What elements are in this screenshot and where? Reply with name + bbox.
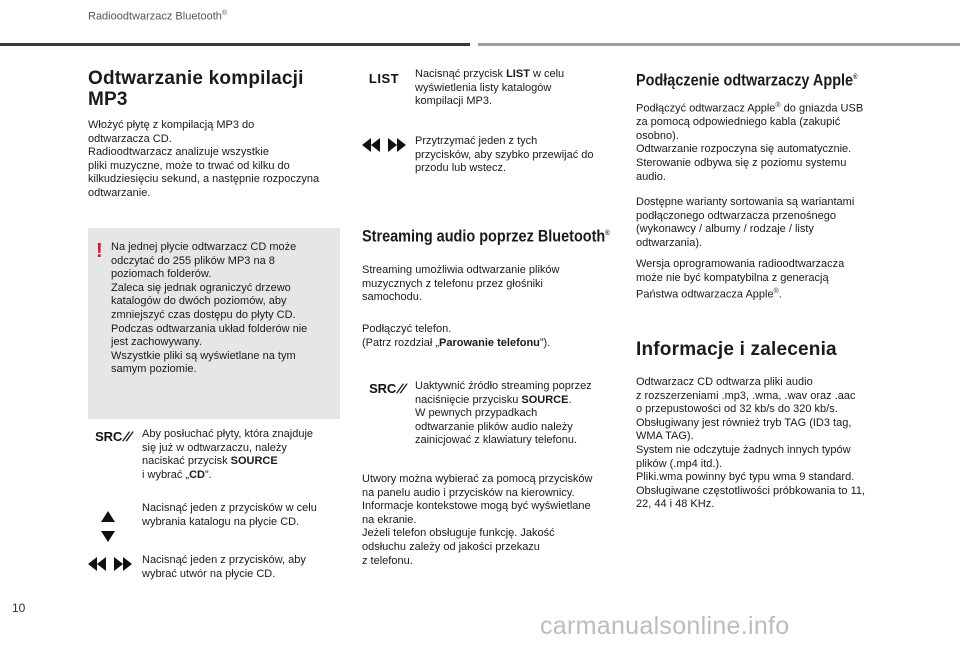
page-number: 10	[12, 601, 26, 615]
warning-text: Na jednej płycie odtwarzacz CD może odczytać do 255 plików MP3 na 8 poziomach folderów. Zaleca się jednak ograniczyć drzewo katalogów do dwóch poziomów, aby zmniejszyć czas dostępu do płyty CD. Podczas odtwarzania układ folderów nie jest zachowywany. Wszystkie pliki są wyświetlane na tym samym poziomie.	[111, 241, 308, 376]
header-rule-dark	[0, 43, 470, 46]
apple-sorting-text: Dostępne warianty sortowania są wariantami podłączonego odtwarzacza przenośnego (wykonawcy / albumy / rodzaje / listy odtwarzania).	[636, 196, 855, 249]
apple-compat-text: Wersja oprogramowania radioodtwarzacza może nie być kompatybilna z generacją Państwa odtwarzacza Apple®.	[636, 258, 845, 301]
mp3-intro: Włożyć płytę z kompilacją MP3 do odtwarzacza CD. Radioodtwarzacz analizuje wszystkie pliki muzyczne, może to trwać od kilku do kilkudziesięciu sekund, a następnie rozpoczyna odtwarzanie.	[88, 119, 320, 199]
running-header: Radioodtwarzacz Bluetooth®	[88, 10, 228, 23]
source-button-icon: SRC //	[95, 428, 134, 444]
arrow-up-icon	[101, 511, 115, 522]
streaming-intro: Streaming umożliwia odtwarzanie plików muzycznych z telefonu przez głośniki samochodu.	[362, 264, 560, 304]
arrow-down-icon	[101, 531, 115, 542]
apple-connect-text: Podłączyć odtwarzacz Apple® do gniazda USB za pomocą odpowiedniego kabla (zakupić osobno). Odtwarzanie rozpoczyna się automatycznie. Sterowanie odbywa się z poziomu systemu audio.	[636, 102, 864, 183]
heading-mp3: Odtwarzanie kompilacji MP3	[88, 68, 304, 110]
seek-instruction: Przytrzymać jeden z tych przycisków, aby szybko przewijać do przodu lub wstecz.	[415, 135, 594, 175]
list-button-label: LIST	[368, 70, 400, 86]
header-rule-light	[478, 43, 960, 46]
cd-format-info: Odtwarzacz CD odtwarza pliki audio z rozszerzeniami .mp3, .wma, .wav oraz .aac o przepustowości od 32 kb/s do 320 kb/s. Obsługiwany jest również tryb TAG (ID3 tag, WMA TAG). System nie odczytuje żadnych innych typów plików (.mp4 itd.). Pliki.wma powinny być typu wma 9 standard. Obsługiwane częstotliwości próbkowania to 11, 22, 44 i 48 KHz.	[636, 376, 866, 511]
track-selection-info: Utwory można wybierać za pomocą przycisków na panelu audio i przycisków na kierownicy. Informacje kontekstowe mogą być wyświetlane na ekranie. Jeżeli telefon obsługuje funkcję. Jakość odsłuchu zależy od jakości przekazu z telefonu.	[362, 473, 593, 567]
heading-bluetooth-streaming: Streaming audio poprzez Bluetooth®	[362, 226, 610, 246]
heading-info-recommendations: Informacje i zalecenia	[636, 339, 837, 360]
pair-phone-note: Podłączyć telefon. (Patrz rozdział „Parowanie telefonu”).	[362, 323, 551, 349]
warning-icon: !	[96, 240, 103, 262]
folder-select-instruction: Nacisnąć jeden z przycisków w celu wybrania katalogu na płycie CD.	[142, 502, 317, 528]
fast-seek-icon	[362, 138, 406, 152]
play-cd-instruction: Aby posłuchać płyty, która znajduje się już w odtwarzaczu, należy naciskać przycisk SOURCE i wybrać „CD”.	[142, 428, 313, 481]
prev-next-icon	[88, 557, 132, 571]
heading-apple-players: Podłączenie odtwarzaczy Apple®	[636, 70, 858, 90]
streaming-source-instruction: Uaktywnić źródło streaming poprzez naciśnięcie przycisku SOURCE. W pewnych przypadkach odtwarzanie plików audio należy zainicjować z klawiatury telefonu.	[415, 380, 592, 447]
list-instruction: Nacisnąć przycisk LIST w celu wyświetlenia listy katalogów kompilacji MP3.	[415, 68, 565, 108]
track-select-instruction: Nacisnąć jeden z przycisków, aby wybrać utwór na płycie CD.	[142, 554, 306, 580]
source-button-icon-streaming: SRC //	[369, 380, 408, 396]
watermark: carmanualsonline.info	[540, 612, 790, 640]
